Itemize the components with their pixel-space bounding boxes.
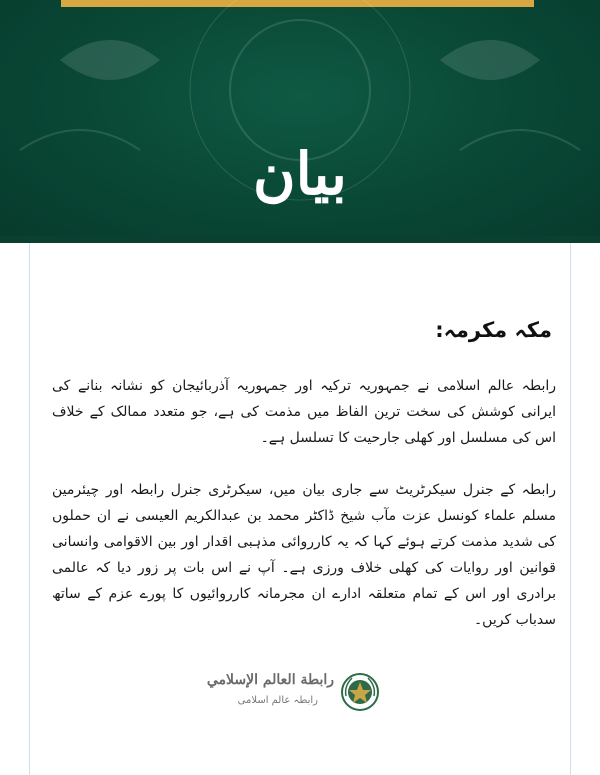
logo-arabic-name: رابطة العالم الإسلامي xyxy=(206,672,334,688)
dateline: مکہ مکرمہ: xyxy=(435,318,552,342)
header-banner xyxy=(0,0,600,243)
header-bottom-band xyxy=(0,236,600,243)
paragraph-1: رابطہ عالم اسلامی نے جمہوریہ ترکیہ اور جمہوریہ آذربائیجان کو نشانہ بنانے کی ایرانی کوشش کی سخت ترین الفاظ میں مذمت کی ہے، جو متعدد ممالک کے خلاف اس کی مسلسل اور کھلی جارحیت کا تسلسل ہے۔ xyxy=(52,378,556,446)
page-title: بیان xyxy=(253,140,347,208)
mwl-emblem-icon xyxy=(340,672,380,712)
logo-urdu-name: رابطہ عالم اسلامی xyxy=(237,695,318,706)
paragraph-2: رابطہ کے جنرل سیکرٹریٹ سے جاری بیان میں، سیکرٹری جنرل رابطہ اور چیئرمین مسلم علماء کونسل عزت مآب شیخ ڈاکٹر محمد بن عبدالکریم العیسی نے ان حملوں کی شدید مذمت کرتے ہوئے کہا کہ یہ کارروائی مذہبی اقدار اور بین الاقوامی وانسانی قوانین اور روایات کی کھلی خلاف ورزی ہے۔ آپ نے اس بات پر زور دیا کہ عالمی برادری اور اس کے تمام متعلقہ ادارے ان مجرمانہ کارروائیوں کا پورے عزم کے ساتھ سدباب کریں۔ xyxy=(52,482,556,628)
organization-logo xyxy=(206,668,380,718)
